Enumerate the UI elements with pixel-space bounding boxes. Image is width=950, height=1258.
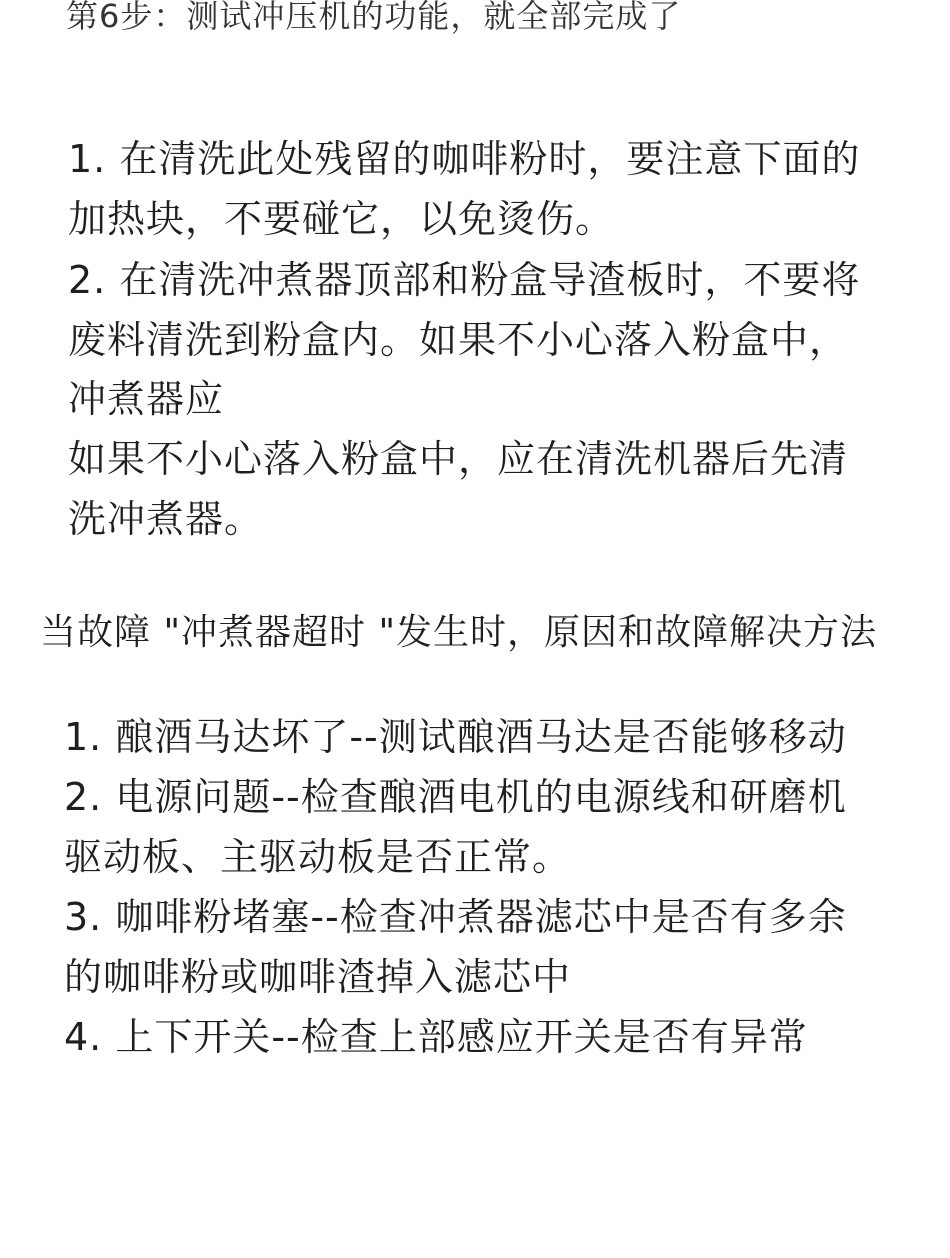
fault-cause-line: 2. 电源问题--检查酿酒电机的电源线和研磨机 <box>64 775 847 819</box>
fault-cause-line: 3. 咖啡粉堵塞--检查冲煮器滤芯中是否有多余 <box>64 895 847 939</box>
fault-section-heading: 当故障 "冲煮器超时 "发生时，原因和故障解决方法 <box>40 612 878 653</box>
cleaning-note-line: 废料清洗到粉盒内。如果不小心落入粉盒中， <box>68 318 849 362</box>
cleaning-note-line: 如果不小心落入粉盒中，应在清洗机器后先清 <box>68 437 849 481</box>
cleaning-note-line: 冲煮器应 <box>68 377 225 421</box>
cleaning-note-line: 2. 在清洗冲煮器顶部和粉盒导渣板时，不要将 <box>68 258 861 302</box>
step-title: 第6步：测试冲压机的功能，就全部完成了 <box>66 0 682 35</box>
fault-cause-line: 1. 酿酒马达坏了--测试酿酒马达是否能够移动 <box>64 715 847 759</box>
fault-cause-line: 4. 上下开关--检查上部感应开关是否有异常 <box>64 1015 808 1059</box>
cleaning-note-line: 加热块，不要碰它，以免烫伤。 <box>68 197 615 241</box>
fault-cause-line: 驱动板、主驱动板是否正常。 <box>64 835 572 879</box>
cleaning-note-line: 洗冲煮器。 <box>68 497 264 541</box>
cleaning-note-line: 1. 在清洗此处残留的咖啡粉时，要注意下面的 <box>68 137 861 181</box>
fault-cause-line: 的咖啡粉或咖啡渣掉入滤芯中 <box>64 955 572 999</box>
